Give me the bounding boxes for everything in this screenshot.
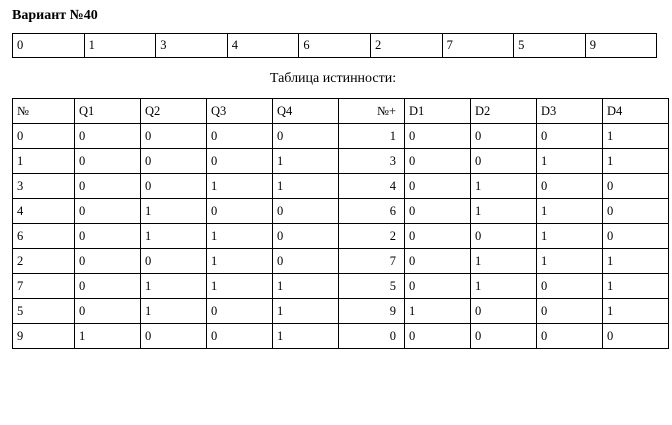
cell-q2: 0 — [141, 174, 207, 199]
header-cell-num-next: №+ — [339, 99, 405, 124]
cell-q3: 1 — [207, 274, 273, 299]
cell-num: 5 — [13, 299, 75, 324]
cell-d1: 0 — [405, 249, 471, 274]
cell-q1: 0 — [75, 224, 141, 249]
cell-d2: 0 — [471, 324, 537, 349]
cell-q2: 1 — [141, 199, 207, 224]
cell-d1: 1 — [405, 299, 471, 324]
cell-num-next: 2 — [339, 224, 405, 249]
variant-cell-8: 9 — [585, 34, 657, 58]
table-row — [13, 299, 669, 324]
cell-q1: 0 — [75, 174, 141, 199]
cell-d2: 1 — [471, 274, 537, 299]
cell-d3: 0 — [537, 124, 603, 149]
cell-q4: 1 — [273, 149, 339, 174]
cell-d2: 0 — [471, 224, 537, 249]
variant-table-body — [13, 34, 657, 58]
cell-d3: 1 — [537, 249, 603, 274]
cell-q4: 1 — [273, 299, 339, 324]
cell-q4: 1 — [273, 324, 339, 349]
table-row — [13, 199, 669, 224]
cell-num-next: 9 — [339, 299, 405, 324]
truth-table-caption: Таблица истинности: — [269, 71, 397, 86]
cell-num-next: 6 — [339, 199, 405, 224]
cell-num-next: 0 — [339, 324, 405, 349]
table-row — [13, 34, 657, 58]
cell-d1: 0 — [405, 324, 471, 349]
cell-q4: 0 — [273, 199, 339, 224]
cell-d3: 0 — [537, 174, 603, 199]
cell-d3: 1 — [537, 224, 603, 249]
cell-d1: 0 — [405, 174, 471, 199]
cell-num: 7 — [13, 274, 75, 299]
cell-d4: 0 — [603, 324, 669, 349]
cell-d1: 0 — [405, 149, 471, 174]
cell-num: 1 — [13, 149, 75, 174]
cell-q2: 0 — [141, 324, 207, 349]
table-row — [13, 124, 669, 149]
cell-num-next: 5 — [339, 274, 405, 299]
truth-table-body — [13, 99, 669, 349]
cell-d3: 0 — [537, 274, 603, 299]
cell-d3: 0 — [537, 299, 603, 324]
cell-q2: 0 — [141, 149, 207, 174]
cell-q3: 0 — [207, 199, 273, 224]
cell-d4: 0 — [603, 174, 669, 199]
cell-q1: 0 — [75, 149, 141, 174]
variant-cell-2: 3 — [156, 34, 228, 58]
cell-d2: 0 — [471, 124, 537, 149]
cell-q1: 1 — [75, 324, 141, 349]
header-cell-q1: Q1 — [75, 99, 141, 124]
cell-q1: 0 — [75, 249, 141, 274]
cell-num: 6 — [13, 224, 75, 249]
variant-cell-3: 4 — [227, 34, 299, 58]
cell-d3: 1 — [537, 149, 603, 174]
table-row — [13, 224, 669, 249]
cell-d4: 1 — [603, 124, 669, 149]
cell-q1: 0 — [75, 199, 141, 224]
cell-q2: 1 — [141, 224, 207, 249]
table-row — [13, 174, 669, 199]
cell-d4: 1 — [603, 299, 669, 324]
cell-q3: 0 — [207, 299, 273, 324]
header-cell-d4: D4 — [603, 99, 669, 124]
cell-d4: 0 — [603, 224, 669, 249]
variant-cell-6: 7 — [442, 34, 514, 58]
cell-d4: 1 — [603, 149, 669, 174]
header-cell-num: № — [13, 99, 75, 124]
cell-num: 2 — [13, 249, 75, 274]
header-cell-q2: Q2 — [141, 99, 207, 124]
truth-table — [12, 98, 669, 349]
cell-d3: 0 — [537, 324, 603, 349]
cell-d1: 0 — [405, 124, 471, 149]
table-row — [13, 274, 669, 299]
cell-num-next: 3 — [339, 149, 405, 174]
variant-cell-5: 2 — [370, 34, 442, 58]
cell-q1: 0 — [75, 299, 141, 324]
cell-d2: 1 — [471, 174, 537, 199]
document-page — [0, 8, 672, 425]
variant-cell-4: 6 — [299, 34, 371, 58]
cell-q2: 0 — [141, 249, 207, 274]
table-row — [13, 324, 669, 349]
cell-q1: 0 — [75, 274, 141, 299]
cell-d4: 0 — [603, 199, 669, 224]
cell-q2: 0 — [141, 124, 207, 149]
header-cell-q4: Q4 — [273, 99, 339, 124]
cell-q4: 1 — [273, 274, 339, 299]
cell-q4: 0 — [273, 249, 339, 274]
cell-q1: 0 — [75, 124, 141, 149]
cell-q3: 0 — [207, 324, 273, 349]
cell-q3: 1 — [207, 249, 273, 274]
cell-num-next: 4 — [339, 174, 405, 199]
cell-q4: 0 — [273, 124, 339, 149]
cell-d1: 0 — [405, 274, 471, 299]
cell-q3: 0 — [207, 149, 273, 174]
cell-d3: 1 — [537, 199, 603, 224]
cell-d1: 0 — [405, 199, 471, 224]
variant-cell-7: 5 — [514, 34, 586, 58]
cell-d4: 1 — [603, 249, 669, 274]
cell-q3: 0 — [207, 124, 273, 149]
cell-d2: 1 — [471, 199, 537, 224]
cell-q2: 1 — [141, 299, 207, 324]
header-cell-d3: D3 — [537, 99, 603, 124]
cell-d4: 1 — [603, 274, 669, 299]
cell-d2: 1 — [471, 249, 537, 274]
cell-q4: 0 — [273, 224, 339, 249]
cell-q2: 1 — [141, 274, 207, 299]
cell-num-next: 1 — [339, 124, 405, 149]
variant-cell-1: 1 — [84, 34, 156, 58]
table-row — [13, 249, 669, 274]
cell-d2: 0 — [471, 149, 537, 174]
cell-num: 0 — [13, 124, 75, 149]
cell-d1: 0 — [405, 224, 471, 249]
cell-d2: 0 — [471, 299, 537, 324]
cell-q3: 1 — [207, 174, 273, 199]
header-cell-d1: D1 — [405, 99, 471, 124]
page-title: Вариант №40 — [12, 8, 98, 23]
table-row — [13, 149, 669, 174]
variant-sequence-table — [12, 33, 657, 58]
cell-num: 3 — [13, 174, 75, 199]
cell-num: 9 — [13, 324, 75, 349]
table-header-row — [13, 99, 669, 124]
cell-q3: 1 — [207, 224, 273, 249]
header-cell-d2: D2 — [471, 99, 537, 124]
cell-num: 4 — [13, 199, 75, 224]
cell-q4: 1 — [273, 174, 339, 199]
variant-cell-0: 0 — [13, 34, 85, 58]
header-cell-q3: Q3 — [207, 99, 273, 124]
cell-num-next: 7 — [339, 249, 405, 274]
